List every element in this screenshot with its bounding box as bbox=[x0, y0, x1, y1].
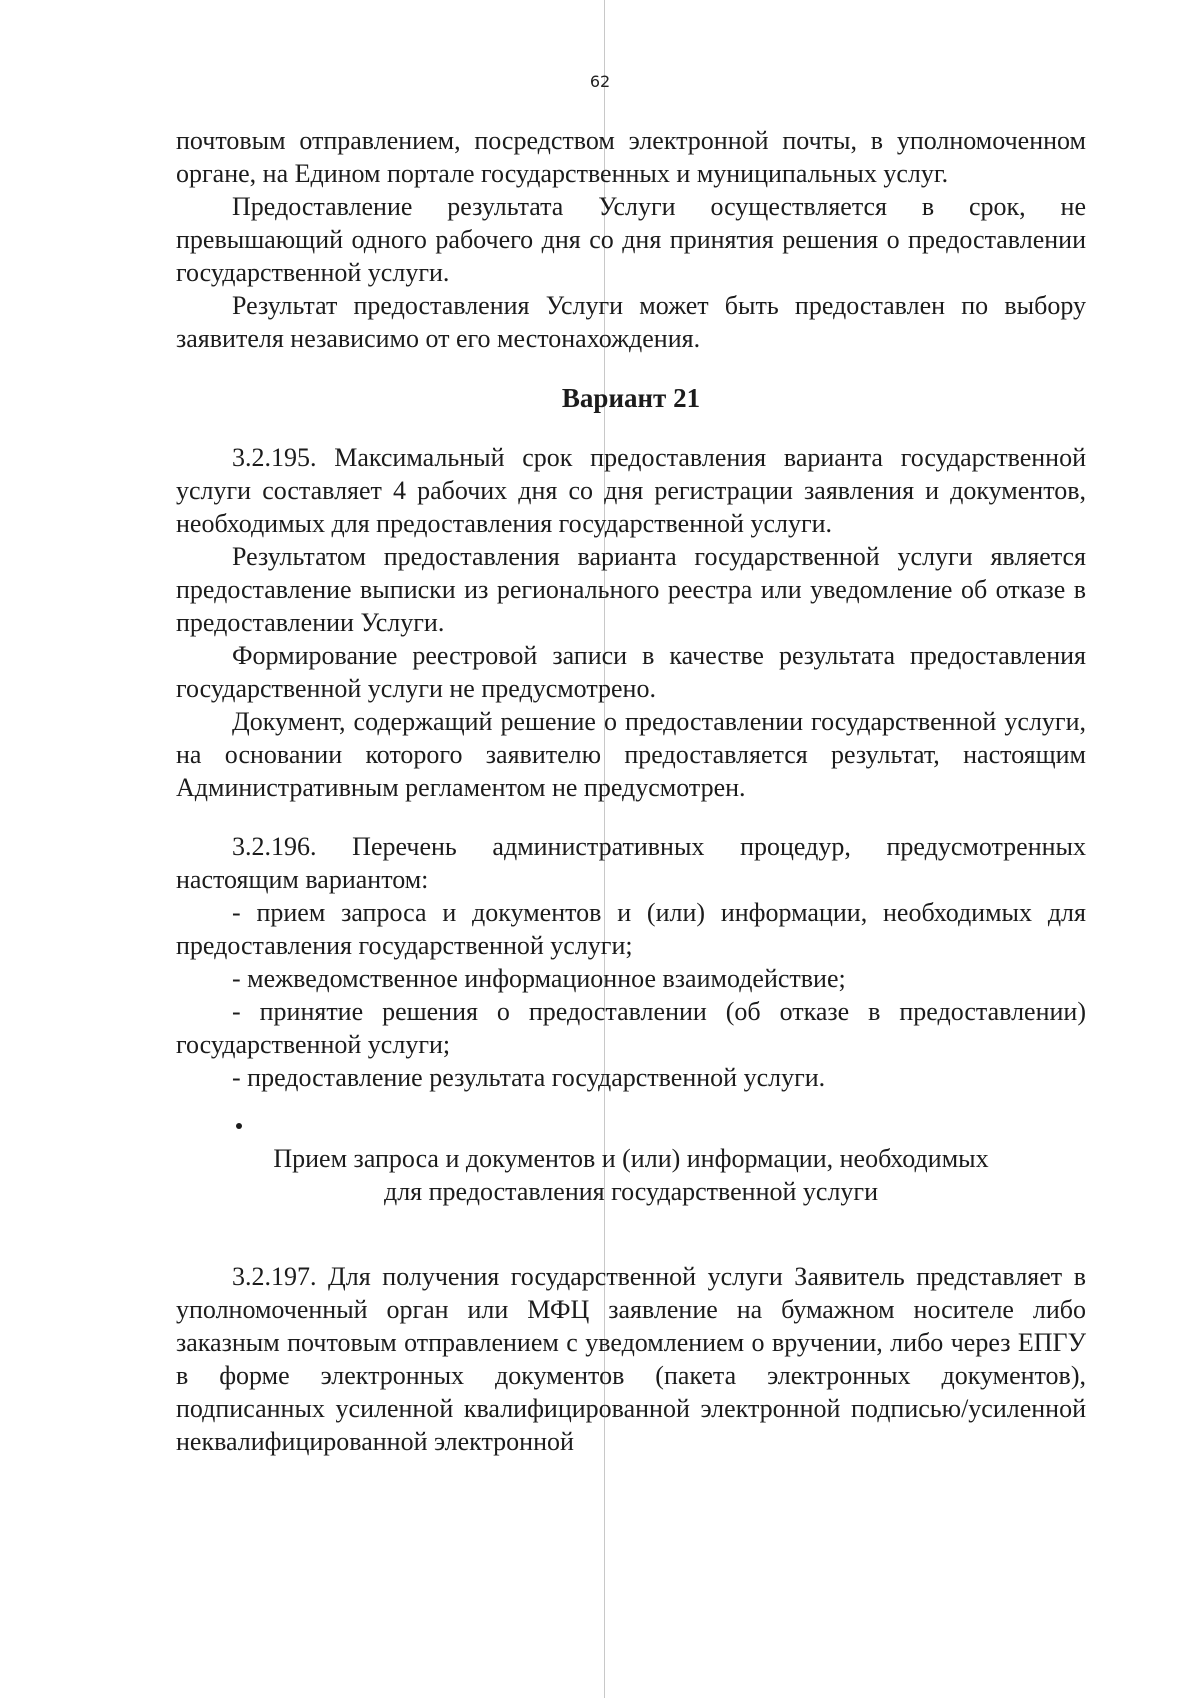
list-item: - прием запроса и документов и (или) информации, необходимых для предоставления государственной услуги; bbox=[176, 898, 1086, 960]
paragraph-result-definition: Результатом предоставления варианта государственной услуги является предоставление выписки из регионального реестра или уведомление об отказе в предоставлении Услуги. bbox=[176, 542, 1086, 637]
variant-heading: Вариант 21 bbox=[561, 383, 701, 413]
list-item: - межведомственное информационное взаимодействие; bbox=[232, 964, 846, 993]
page-number: 62 bbox=[589, 72, 611, 91]
paragraph-registry-record: Формирование реестровой записи в качестве результата предоставления государственной услуги не предусмотрено. bbox=[176, 641, 1086, 703]
paragraph-3-2-196: 3.2.196. Перечень административных процедур, предусмотренных настоящим вариантом: bbox=[176, 832, 1086, 894]
paragraph-3-2-195: 3.2.195. Максимальный срок предоставления варианта государственной услуги составляет 4 рабочих дня со дня регистрации заявления и документов, необходимых для предоставления государственной услуги. bbox=[176, 443, 1086, 538]
stray-bullet-mark bbox=[236, 1104, 1086, 1124]
subsection-title-line-2: для предоставления государственной услуги bbox=[383, 1177, 879, 1206]
paragraph-decision-document: Документ, содержащий решение о предоставлении государственной услуги, на основании которого заявителю предоставляется результат, настоящим Административным регламентом не предусмотрен. bbox=[176, 707, 1086, 802]
paragraph-result-term: Предоставление результата Услуги осуществляется в срок, не превышающий одного рабочего дня со дня принятия решения о предоставлении государственной услуги. bbox=[176, 192, 1086, 287]
document-body bbox=[176, 124, 1086, 1458]
paragraph-continuation: почтовым отправлением, посредством электронной почты, в уполномоченном органе, на Едином портале государственных и муниципальных услуг. bbox=[176, 126, 1086, 188]
list-item: - принятие решения о предоставлении (об отказе в предоставлении) государственной услуги; bbox=[176, 997, 1086, 1059]
paragraph-3-2-197: 3.2.197. Для получения государственной услуги Заявитель представляет в уполномоченный орган или МФЦ заявление на бумажном носителе либо заказным почтовым отправлением с уведомлением о вручении, либо через ЕПГУ в форме электронных документов (пакета электронных документов), подписанных усиленной квалифицированной электронной подписью/усиленной неквалифицированной электронной bbox=[176, 1262, 1086, 1456]
subsection-title-line-1: Прием запроса и документов и (или) информации, необходимых bbox=[273, 1144, 989, 1173]
paragraph-result-location: Результат предоставления Услуги может быть предоставлен по выбору заявителя независимо от его местонахождения. bbox=[176, 291, 1086, 353]
list-item: - предоставление результата государственной услуги. bbox=[232, 1063, 826, 1092]
